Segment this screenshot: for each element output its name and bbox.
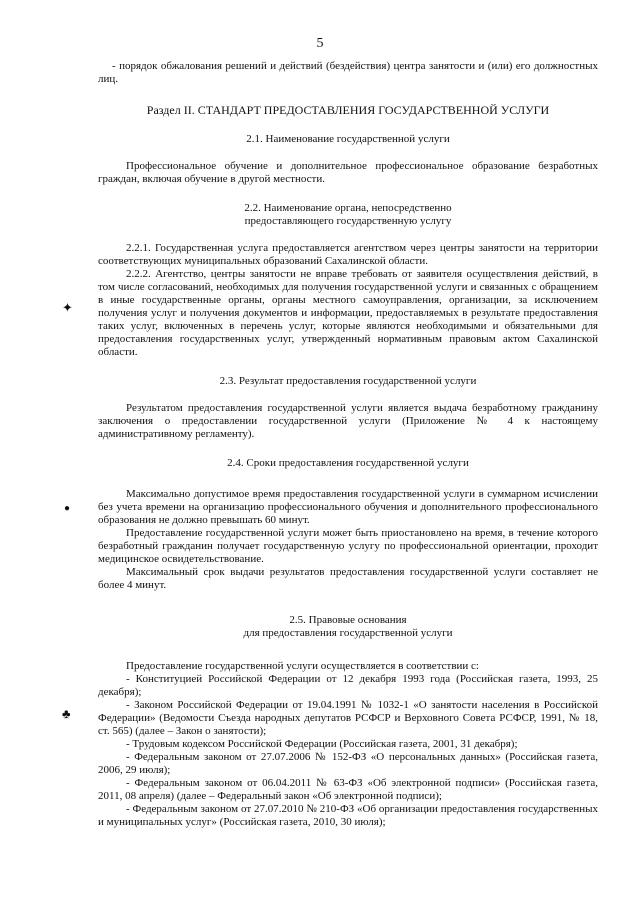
list-item: - Законом Российской Федерации от 19.04.1991 № 1032-1 «О занятости населения в Российской Федерации» (Ведомости Съезда народных депутатов РСФСР и Верховного Совета РСФСР, 1991, № 18, ст. 565) (далее – Закон о занятости); (98, 699, 598, 737)
subsection-title: 2.4. Сроки предоставления государственной услуги (227, 457, 469, 469)
section-title: Раздел II. СТАНДАРТ ПРЕДОСТАВЛЕНИЯ ГОСУДАРСТВЕННОЙ УСЛУГИ (146, 103, 550, 117)
paragraph: Профессиональное обучение и дополнительное профессиональное образование безработных граждан, включая обучение в другой местности. (98, 160, 598, 185)
paragraph: Предоставление государственной услуги может быть приостановлено на время, в течение которого безработный гражданин получает государственную услугу по профессиональной ориентации, проходит медицинское освидетельствование. (98, 527, 598, 565)
document-body (98, 60, 598, 829)
paragraph: Максимальный срок выдачи результатов предоставления государственной услуги составляет не более 4 минут. (98, 566, 598, 591)
intro-paragraph: - порядок обжалования решений и действий (бездействия) центра занятости и (или) его должностных лиц. (98, 60, 598, 85)
paragraph: Максимально допустимое время предоставления государственной услуги в суммарном исчислении без учета времени на организацию профессионального обучения и дополнительного профессионального образования не должно превышать 60 минут. (98, 488, 598, 526)
list-item: - Трудовым кодексом Российской Федерации (Российская газета, 2001, 31 декабря); (126, 738, 518, 750)
scan-mark: ✦ (62, 300, 73, 315)
paragraph: Предоставление государственной услуги осуществляется в соответствии с: (126, 660, 479, 672)
list-item: - Конституцией Российской Федерации от 12 декабря 1993 года (Российская газета, 1993, 25 декабря); (98, 673, 598, 698)
subsection-title: 2.5. Правовые основания для предоставления государственной услуги (243, 614, 453, 639)
subsection-title: 2.3. Результат предоставления государственной услуги (219, 375, 477, 387)
paragraph: 2.2.1. Государственная услуга предоставляется агентством через центры занятости на территории соответствующих муниципальных образований Сахалинской области. (98, 242, 598, 267)
subsection-title: 2.1. Наименование государственной услуги (246, 133, 450, 145)
scan-mark: ● (64, 503, 71, 514)
scan-mark: ♣ (62, 706, 71, 721)
list-item: - Федеральным законом от 27.07.2010 № 210-ФЗ «Об организации предоставления государственных и муниципальных услуг» (Российская газета, 2010, 30 июля); (98, 803, 598, 828)
page-number: 5 (316, 36, 324, 51)
list-item: - Федеральным законом от 27.07.2006 № 152-ФЗ «О персональных данных» (Российская газета, 2006, 29 июля); (98, 751, 598, 776)
paragraph: Результатом предоставления государственной услуги является выдача безработному гражданину заключения о предоставлении государственной услуги (Приложение № 4 к настоящему административному регламенту). (98, 402, 598, 440)
subsection-title: 2.2. Наименование органа, непосредственно предоставляющего государственную услугу (244, 202, 452, 227)
paragraph: 2.2.2. Агентство, центры занятости не вправе требовать от заявителя осуществления действий, в том числе согласований, необходимых для получения государственной услуги и связанных с обращением в иные государственные органы, органы местного самоуправления, организации, за исключением получения услуг и получения документов и информации, предоставляемых в результате предоставления таких услуг, включенных в перечень услуг, которые являются необходимыми и обязательными для предоставления государственных услуг, утвержденный нормативным правовым актом Сахалинской области. (98, 268, 598, 358)
list-item: - Федеральным законом от 06.04.2011 № 63-ФЗ «Об электронной подписи» (Российская газета, 2011, 08 апреля) (далее – Федеральный закон «Об электронной подписи); (98, 777, 598, 802)
